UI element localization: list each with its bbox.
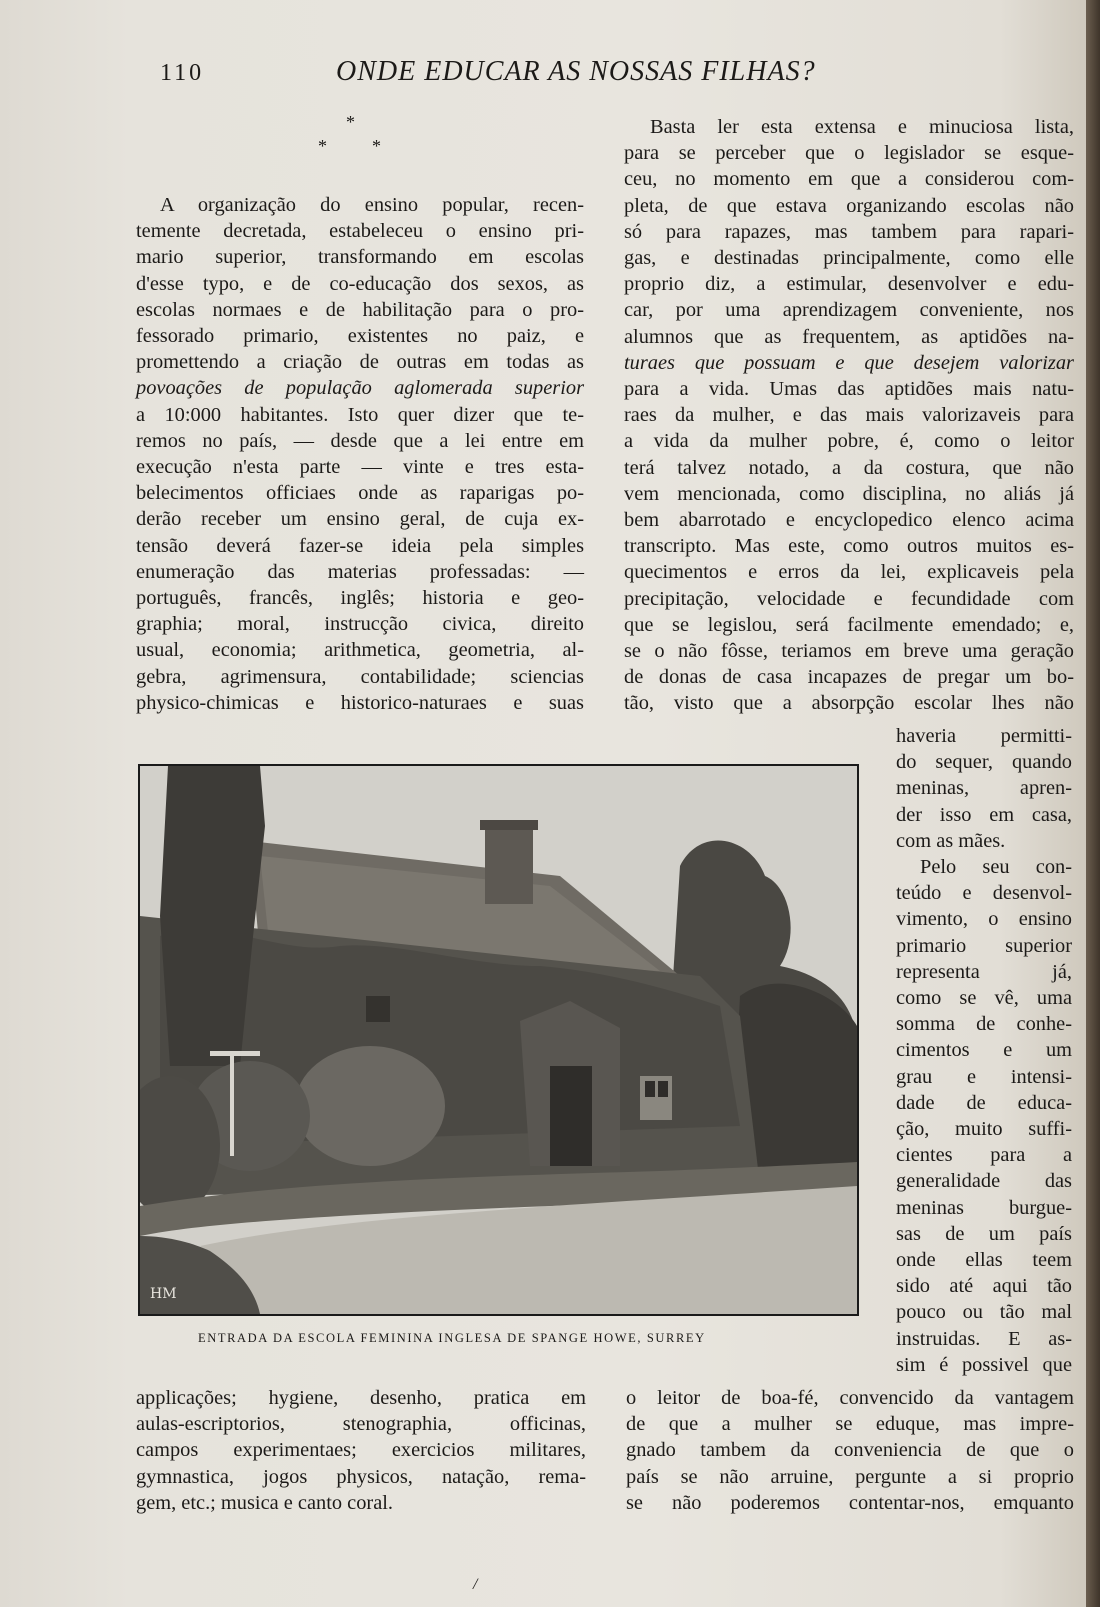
text-line: gem, etc.; musica e canto coral.	[136, 1491, 394, 1514]
text-line: cientes para a	[896, 1144, 1072, 1167]
text-line: graphia; moral, instrucção civica, direito	[136, 613, 584, 636]
text-line: para a vida. Umas das aptidões mais natu-	[624, 378, 1074, 401]
text-line: escolas normaes e de habilitação para o pro-	[136, 298, 584, 321]
text-line: tensão deverá fazer-se ideia pela simples	[136, 534, 584, 557]
text-line: representa já,	[896, 960, 1072, 983]
text-line: haveria permitti-	[896, 725, 1072, 747]
text-line: d'esse typo, e de co-educação dos sexos, as	[136, 272, 584, 295]
asterism-separator	[318, 112, 398, 162]
text-line: car, por uma aprendizagem conveniente, nos	[624, 299, 1074, 322]
text-line: de donas de casa incapazes de pregar um bo-	[624, 666, 1074, 689]
text-line: alumnos que as frequentem, as aptidões na-	[624, 325, 1074, 348]
text-line: physico-chimicas e historico-naturaes e suas	[136, 691, 584, 714]
text-line: com as mães.	[896, 829, 1006, 852]
text-line: enumeração das materias professadas: —	[136, 560, 584, 583]
text-line: Basta ler esta extensa e minuciosa lista,	[650, 116, 1074, 138]
text-line: gnado tambem da conveniencia de que o	[626, 1439, 1074, 1462]
right-wrap-column	[896, 723, 1072, 1378]
text-line: sido até aqui tão	[896, 1275, 1072, 1298]
text-line: temente decretada, estabeleceu o ensino pri-	[136, 220, 584, 243]
text-line: remos no país, — desde que a lei entre em	[136, 429, 584, 452]
school-entrance-photo	[138, 764, 859, 1316]
text-line: mario superior, transformando em escolas	[136, 246, 584, 269]
text-line: gymnastica, jogos physicos, natação, rema-	[136, 1465, 586, 1488]
text-line: a 10:000 habitantes. Isto quer dizer que te-	[136, 403, 584, 426]
text-line: país se não arruine, pergunte a si proprio	[626, 1465, 1074, 1488]
text-line: belecimentos officiaes onde as raparigas po-	[136, 482, 584, 505]
text-line: ceu, no momento em que a considerou com-	[624, 168, 1074, 191]
text-line: ção, muito suffi-	[896, 1118, 1072, 1141]
text-line: campos experimentaes; exercicios militares,	[136, 1439, 586, 1462]
text-line: precipitação, velocidade e fecundidade com	[624, 587, 1074, 610]
book-binding-edge	[1086, 0, 1100, 1607]
text-line: aulas-escriptorios, stenographia, officinas,	[136, 1413, 586, 1436]
text-line: gas, e destinadas principalmente, como elle	[624, 247, 1074, 270]
text-line: teúdo e desenvol-	[896, 882, 1072, 905]
left-column-top	[136, 192, 584, 716]
text-line: terá talvez notado, a da costura, que não	[624, 456, 1074, 479]
footer-mark: /	[473, 1576, 478, 1593]
text-line: primario superior	[896, 934, 1072, 957]
page-number: 110	[160, 60, 205, 86]
text-line: se o não fôsse, teriamos em breve uma geração	[624, 640, 1074, 663]
text-line: der isso em casa,	[896, 803, 1072, 826]
text-line: o leitor de boa-fé, convencido da vantagem	[626, 1387, 1074, 1409]
text-line: execução n'esta parte — vinte e tres esta-	[136, 456, 584, 479]
left-column-bottom	[136, 1385, 586, 1516]
text-line: do sequer, quando	[896, 751, 1072, 774]
text-line: Pelo seu con-	[920, 856, 1072, 879]
text-line: a vida da mulher pobre, é, como o leitor	[624, 430, 1074, 453]
text-line: vimento, o ensino	[896, 908, 1072, 931]
text-line: sim é possivel que	[896, 1353, 1072, 1376]
text-line: promettendo a criação de outras em todas as	[136, 351, 584, 374]
text-line: meninas, apren-	[896, 777, 1072, 800]
text-line: pleta, de que estava organizando escolas não	[624, 194, 1074, 217]
right-column-bottom	[626, 1385, 1074, 1516]
text-line: usual, economia; arithmetica, geometria, al-	[136, 639, 584, 662]
text-line: tão, visto que a absorpção escolar lhes não	[624, 692, 1074, 715]
text-line: meninas burgue-	[896, 1196, 1072, 1219]
text-line: sas de um país	[896, 1222, 1072, 1245]
text-line: fessorado primario, existentes no paiz, e	[136, 325, 584, 348]
text-line: generalidade das	[896, 1170, 1072, 1193]
text-line: vem mencionada, como disciplina, no aliás já	[624, 482, 1074, 505]
asterism-star: *	[372, 136, 381, 156]
asterism-star: *	[318, 136, 327, 156]
text-line: grau e intensi-	[896, 1065, 1072, 1088]
text-line: turaes que possuam e que desejem valorizar	[624, 351, 1074, 374]
text-line: bem abarrotado e encyclopedico elenco acima	[624, 509, 1074, 532]
text-line: gebra, agrimensura, contabilidade; sciencias	[136, 665, 584, 688]
text-line: dade de educa-	[896, 1091, 1072, 1114]
text-line: só para rapazes, mas tambem para rapari-	[624, 220, 1074, 243]
text-line: cimentos e um	[896, 1039, 1072, 1062]
text-line: instruidas. E as-	[896, 1327, 1072, 1350]
text-line: quecimentos e erros da lei, explicaveis pela	[624, 561, 1074, 584]
running-title: ONDE EDUCAR AS NOSSAS FILHAS?	[336, 56, 816, 87]
photo-signature: HM	[150, 1286, 177, 1302]
text-line: que se legislou, será facilmente emendado; e,	[624, 613, 1074, 636]
text-line: português, francês, inglês; historia e geo-	[136, 587, 584, 610]
text-line: A organização do ensino popular, recen-	[160, 194, 584, 216]
right-column-top	[624, 114, 1074, 717]
text-line: pouco ou tão mal	[896, 1301, 1072, 1324]
photo-caption: ENTRADA DA ESCOLA FEMININA INGLESA DE SPANGE HOWE, SURREY	[198, 1331, 706, 1345]
text-line: onde ellas teem	[896, 1249, 1072, 1272]
text-line: somma de conhe-	[896, 1013, 1072, 1036]
text-line: como se vê, uma	[896, 987, 1072, 1010]
text-line: transcripto. Mas este, como outros muitos es-	[624, 535, 1074, 558]
text-line: de que a mulher se eduque, mas impre-	[626, 1413, 1074, 1436]
text-line: para se perceber que o legislador se esque-	[624, 142, 1074, 165]
text-line: povoações de população aglomerada superior	[136, 377, 584, 400]
text-line: se não poderemos contentar-nos, emquanto	[626, 1491, 1074, 1514]
text-line: proprio diz, a estimular, desenvolver e edu-	[624, 273, 1074, 296]
asterism-star: *	[346, 112, 355, 132]
text-line: derão receber um ensino geral, de cuja ex-	[136, 508, 584, 531]
text-line: raes da mulher, e das mais valorizaveis para	[624, 404, 1074, 427]
text-line: applicações; hygiene, desenho, pratica em	[136, 1387, 586, 1409]
